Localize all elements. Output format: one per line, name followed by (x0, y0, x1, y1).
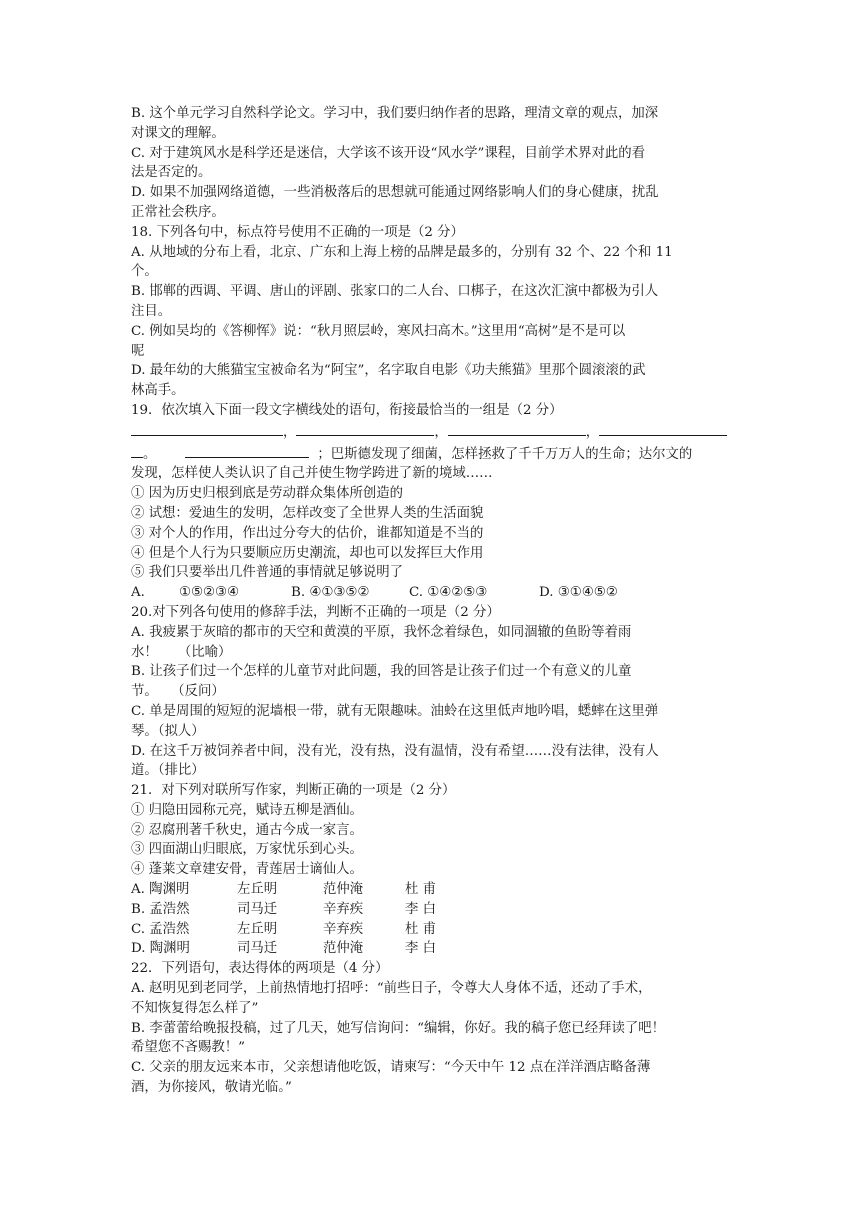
q20-option-c: C. 单是周围的短短的泥墙根一带，就有无限趣味。油蛉在这里低声地吟唱，蟋蟀在这里弹 (131, 703, 659, 719)
q19-sentence-1: ① 因为历史归根到底是劳动群众集体所创造的 (131, 486, 404, 502)
q18-option-c: C. 例如吴均的《答柳恽》说：“秋月照层岭，寒风扫高木。”这里用“高树”是不是可以 (131, 323, 626, 339)
q19-passage-cont: 发现，怎样使人类认识了自己并使生物学跨进了新的境域…… (131, 466, 493, 482)
q20-option-a-cont: 水！ （比喻） (131, 644, 232, 660)
q22-option-b: B. 李蕾蕾给晚报投稿，过了几天，她写信询问：“编辑，你好。我的稿子您已经拜读了吧！ (131, 1020, 666, 1036)
q21-option-d: D. 陶渊明 司马迁 范仲淹 李 白 (131, 941, 437, 957)
q19-stem: 19．依次填入下面一段文字横线处的语句，衔接最恰当的一组是（2 分） (131, 402, 563, 418)
q19-sentence-5: ⑤ 我们只要举出几件普通的事情就足够说明了 (131, 565, 404, 581)
q22-option-a-cont: 不知恢复得怎么样了” (131, 1000, 259, 1016)
exam-page (131, 104, 735, 1098)
answer-blank[interactable] (599, 421, 727, 436)
q21-couplet-1: ① 归隐田园称元亮，赋诗五柳是酒仙。 (131, 802, 363, 818)
q22-option-c-cont: 酒，为你接风，敬请光临。” (131, 1080, 292, 1096)
q18-stem: 18. 下列各句中，标点符号使用不正确的一项是（2 分） (131, 224, 464, 240)
q20-option-c-cont: 琴。（拟人） (131, 723, 205, 739)
q17-option-c: C. 对于建筑风水是科学还是迷信，大学该不该开设“风水学”课程，目前学术界对此的看 (131, 145, 646, 161)
q18-option-b-cont: 注目。 (131, 303, 172, 319)
q17-option-b: B. 这个单元学习自然科学论文。学习中，我们要归纳作者的思路，理清文章的观点，加深 (131, 106, 659, 121)
q22-option-b-cont: 希望您不吝赐教！” (131, 1040, 245, 1056)
q21-option-b: B. 孟浩然 司马迁 辛弃疾 李 白 (131, 901, 437, 917)
q21-stem: 21．对下列对联所写作家，判断正确的一项是（2 分） (131, 783, 456, 799)
q19-options: A. ①⑤②③④ B. ④①③⑤② C. ①④②⑤③ D. ③①④⑤② (131, 585, 618, 601)
q19-blanks-row-1: ， ， ， (131, 421, 735, 443)
q19-sentence-2: ② 试想：爱迪生的发明，怎样改变了全世界人类的生活面貌 (131, 505, 484, 521)
answer-blank[interactable] (185, 443, 309, 458)
q21-option-c: C. 孟浩然 左丘明 辛弃疾 杜 甫 (131, 921, 437, 937)
q18-option-d-cont: 林高手。 (131, 383, 185, 399)
q20-option-d-cont: 道。（排比） (131, 763, 205, 779)
q19-sentence-3: ③ 对个人的作用，作出过分夸大的估价，谁都知道是不当的 (131, 525, 484, 541)
q22-stem: 22．下列语句，表达得体的两项是（4 分） (131, 961, 389, 977)
answer-blank[interactable] (131, 443, 143, 458)
q18-option-b: B. 邯郸的西调、平调、唐山的评剧、张家口的二人台、口梆子，在这次汇演中都极为引人 (131, 284, 659, 300)
q20-option-a: A. 我疲累于灰暗的都市的天空和黄漠的平原，我怀念着绿色，如同涸辙的鱼盼等着雨 (131, 624, 632, 640)
q19-blanks-row-2: 。 ；巴斯德发现了细菌，怎样拯救了千千万万人的生命；达尔文的 (131, 443, 735, 465)
q21-couplet-2: ② 忍腐刑著千秋史，通古今成一家言。 (131, 822, 363, 838)
answer-blank[interactable] (131, 421, 283, 436)
q21-couplet-4: ④ 蓬莱文章建安骨，青莲居士谪仙人。 (131, 862, 363, 878)
q20-stem: 20.对下列各句使用的修辞手法，判断不正确的一项是（2 分） (131, 604, 500, 620)
q22-option-a: A. 赵明见到老同学，上前热情地打招呼：“前些日子，令尊大人身体不适，还动了手术， (131, 981, 652, 997)
q22-option-c: C. 父亲的朋友远来本市，父亲想请他吃饭，请柬写：“今天中午 12 点在洋洋酒店略备薄 (131, 1060, 651, 1076)
q17-option-d-cont: 正常社会秩序。 (131, 204, 225, 220)
q21-option-a: A. 陶渊明 左丘明 范仲淹 杜 甫 (131, 882, 437, 898)
answer-blank[interactable] (296, 421, 434, 436)
q21-couplet-3: ③ 四面湖山归眼底，万家忧乐到心头。 (131, 842, 363, 858)
q19-sentence-4: ④ 但是个人行为只要顺应历史潮流，却也可以发挥巨大作用 (131, 545, 484, 561)
q17-option-d: D. 如果不加强网络道德，一些消极落后的思想就可能通过网络影响人们的身心健康，扰乱 (131, 185, 659, 201)
answer-blank[interactable] (448, 421, 586, 436)
q20-option-b-cont: 节。 （反问） (131, 684, 225, 700)
q18-option-a: A. 从地域的分布上看，北京、广东和上海上榜的品牌是最多的，分别有 32 个、22 个和 11 (131, 244, 673, 260)
q18-option-d: D. 最年幼的大熊猫宝宝被命名为“阿宝”，名字取自电影《功夫熊猫》里那个圆滚滚的武 (131, 363, 646, 379)
q20-option-d: D. 在这千万被饲养者中间，没有光，没有热，没有温情，没有希望……没有法律，没有人 (131, 743, 659, 759)
q18-option-c-cont: 呢 (131, 343, 145, 359)
q20-option-b: B. 让孩子们过一个怎样的儿童节对此问题，我的回答是让孩子们过一个有意义的儿童 (131, 664, 632, 680)
q18-option-a-cont: 个。 (131, 264, 158, 280)
q17-option-c-cont: 法是否定的。 (131, 165, 212, 181)
q17-option-b-cont: 对课文的理解。 (131, 125, 225, 141)
